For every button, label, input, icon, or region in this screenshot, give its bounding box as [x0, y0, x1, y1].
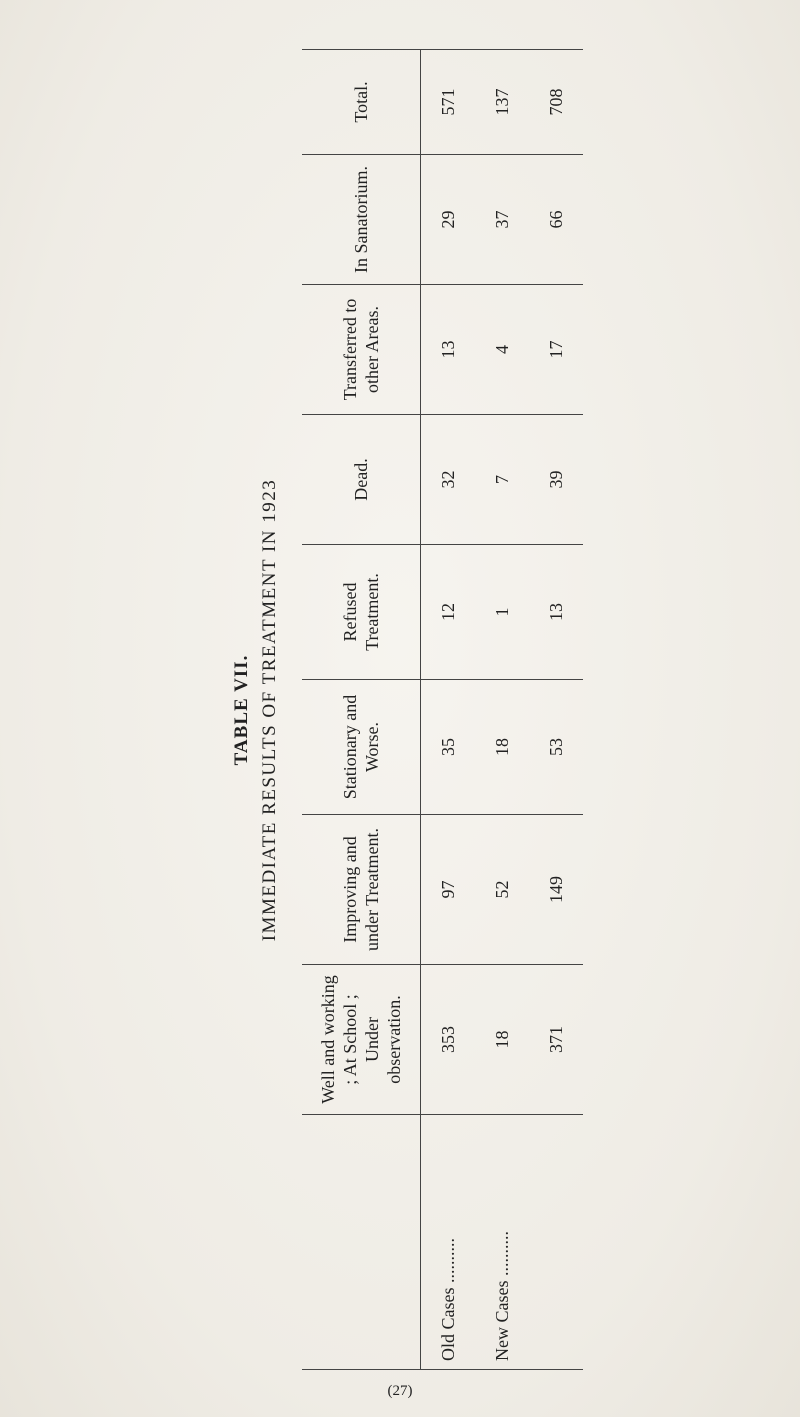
table-cell: 13	[529, 545, 583, 680]
row-label-old-cases: Old Cases ..........	[421, 1115, 476, 1370]
table-cell: 137	[475, 50, 529, 155]
header-improving: Improving and under Treatment.	[302, 815, 421, 965]
table-cell: 353	[421, 965, 476, 1115]
table-row	[475, 50, 529, 1370]
table-cell: 12	[421, 545, 476, 680]
table-title: TABLE VII.	[231, 654, 252, 766]
header-refused: Refused Treatment.	[302, 545, 421, 680]
table-cell: 29	[421, 155, 476, 285]
header-total: Total.	[302, 50, 421, 155]
header-in-sanatorium: In Sanatorium.	[302, 155, 421, 285]
table-cell: 13	[421, 285, 476, 415]
row-label-totals	[529, 1115, 583, 1370]
table-cell: 35	[421, 680, 476, 815]
header-blank	[302, 1115, 421, 1370]
table-cell: 18	[475, 965, 529, 1115]
table-cell: 4	[475, 285, 529, 415]
table-cell: 7	[475, 415, 529, 545]
table-row	[421, 50, 476, 1370]
table-cell: 39	[529, 415, 583, 545]
results-table	[302, 49, 583, 1370]
table-header-row	[302, 50, 421, 1370]
table-cell: 97	[421, 815, 476, 965]
table-cell: 149	[529, 815, 583, 965]
table-cell: 571	[421, 50, 476, 155]
table-row-totals	[529, 50, 583, 1370]
header-transferred: Transferred to other Areas.	[302, 285, 421, 415]
row-label-new-cases: New Cases ..........	[475, 1115, 529, 1370]
header-dead: Dead.	[302, 415, 421, 545]
table-cell: 37	[475, 155, 529, 285]
table-cell: 66	[529, 155, 583, 285]
table-cell: 52	[475, 815, 529, 965]
table-cell: 32	[421, 415, 476, 545]
header-well-and-working: Well and working ; At School ; Under observation.	[302, 965, 421, 1115]
header-stationary: Stationary and Worse.	[302, 680, 421, 815]
table-cell: 1	[475, 545, 529, 680]
table-subtitle: IMMEDIATE RESULTS OF TREATMENT IN 1923	[259, 478, 280, 942]
rotated-table-page	[230, 50, 630, 1370]
table-cell: 371	[529, 965, 583, 1115]
table-cell: 53	[529, 680, 583, 815]
table-cell: 18	[475, 680, 529, 815]
table-cell: 17	[529, 285, 583, 415]
page-number: (27)	[387, 1383, 413, 1399]
table-cell: 708	[529, 50, 583, 155]
